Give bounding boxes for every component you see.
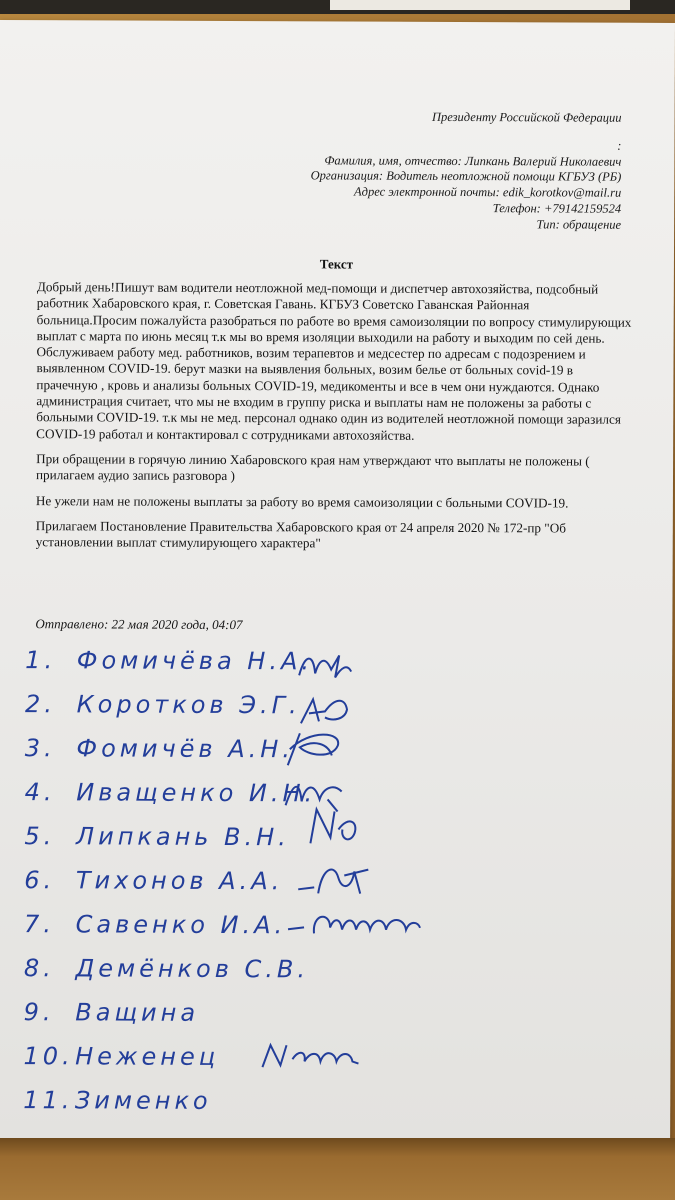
signature-name: Ващина xyxy=(75,998,200,1027)
top-edge xyxy=(0,0,675,14)
signature-scribble xyxy=(284,903,424,944)
signature-scribble xyxy=(304,803,364,851)
signature-scribble xyxy=(258,1039,368,1073)
signature-number: 7. xyxy=(23,910,56,939)
addressee-colon: : xyxy=(617,138,622,153)
signature-line xyxy=(24,954,624,1001)
signature-number: 11. xyxy=(23,1086,74,1115)
signature-line xyxy=(23,1086,623,1133)
signature-number: 1. xyxy=(25,646,57,675)
signature-number: 9. xyxy=(23,998,55,1027)
signature-name: Коротков Э.Г. xyxy=(76,690,301,720)
signature-scribble xyxy=(280,725,350,769)
signature-name: Фомичёва Н.А. xyxy=(76,646,314,676)
signature-number: 3. xyxy=(24,734,56,763)
signature-name: Неженец xyxy=(75,1042,220,1071)
document-sheet xyxy=(0,20,675,1141)
desk-foreground xyxy=(0,1138,675,1200)
signature-scribble xyxy=(295,649,355,683)
letter-body xyxy=(36,279,632,562)
signature-number: 5. xyxy=(24,822,56,851)
signature-number: 10. xyxy=(23,1042,74,1071)
signature-scribble xyxy=(294,857,374,901)
sent-timestamp: Отправлено: 22 мая 2020 года, 04:07 xyxy=(35,616,243,633)
signature-scribble xyxy=(295,693,355,729)
signature-name: Демёнков С.В. xyxy=(75,954,310,984)
signature-line xyxy=(24,910,624,957)
signature-number: 2. xyxy=(24,690,56,719)
signature-line xyxy=(24,998,624,1045)
sender-phone: Телефон: +79142159524 xyxy=(492,201,622,216)
signature-list xyxy=(23,646,625,1133)
addressee-block xyxy=(310,109,621,233)
signature-name: Зименко xyxy=(74,1086,212,1115)
sender-fio: Фамилия, имя, отчество: Липкань Валерий Николаевич xyxy=(324,153,622,169)
signature-name: Тихонов А.А. xyxy=(75,866,284,896)
signature-name: Липкань В.Н. xyxy=(76,822,290,852)
other-paper-edge xyxy=(330,0,630,10)
signature-name: Иващенко И.Н. xyxy=(76,778,317,808)
addressee-president: Президенту Российской Федерации xyxy=(432,109,622,125)
appeal-type: Тип: обращение xyxy=(536,217,622,232)
paragraph-1: Добрый день!Пишут вам водители неотложной мед-помощи и диспетчер автохозяйства, подсобный работник Хабаровского края, г. Советская Гавань. КГБУЗ Советско Гаванская Районная больница.Просим пожалуйста разобраться по работе во время самоизоляции по вопросу стимулирующих выплат с марта по июнь месяц т.к мы во время изоляции выходили на работу и выходим по сей день. Обслуживаем работу мед. работников, возим терапевтов и медсестер по адресам с подозрением и выявленном COVID-19. берут мазки на выявления больных, возим белье от больных covid-19 в прачечную , кровь и анализы больных COVID-19, медикоменты и все в чем они нуждаются. Однако администрация считает, что мы не входим в группу риска и выплаты нам не положены за работы с больными COVID-19. т.к мы не мед. персонал однако один из водителей неотложной помощи заразился COVID-19 работал и контактировал с сотрудниками автохозяйства. xyxy=(36,279,632,443)
signature-number: 4. xyxy=(24,778,56,807)
paragraph-3: Не ужели нам не положены выплаты за работу во время самоизоляции с больными COVID-19. xyxy=(35,492,569,511)
signature-name: Фомичёв А.Н. xyxy=(76,734,295,764)
signature-line xyxy=(25,646,625,693)
document-title: Текст xyxy=(319,256,354,272)
paragraph-4: Прилагаем Постановление Правительства Хабаровского края от 24 апреля 2020 № 172-пр "Об установлении выплат стимулирующего характера" xyxy=(35,518,566,551)
signature-number: 6. xyxy=(24,866,56,895)
signature-number: 8. xyxy=(23,954,55,983)
sender-org: Организация: Водитель неотложной помощи КГБУЗ (РБ) xyxy=(310,168,622,185)
paragraph-2: При обращении в горячую линию Хабаровского края нам утверждают что выплаты не положены ( прилагаем аудио запись разговора ) xyxy=(35,451,590,484)
signature-name: Савенко И.А. xyxy=(75,910,287,940)
signature-line xyxy=(23,1042,623,1089)
sender-email: Адрес электронной почты: edik_korotkov@mail.ru xyxy=(353,184,622,200)
